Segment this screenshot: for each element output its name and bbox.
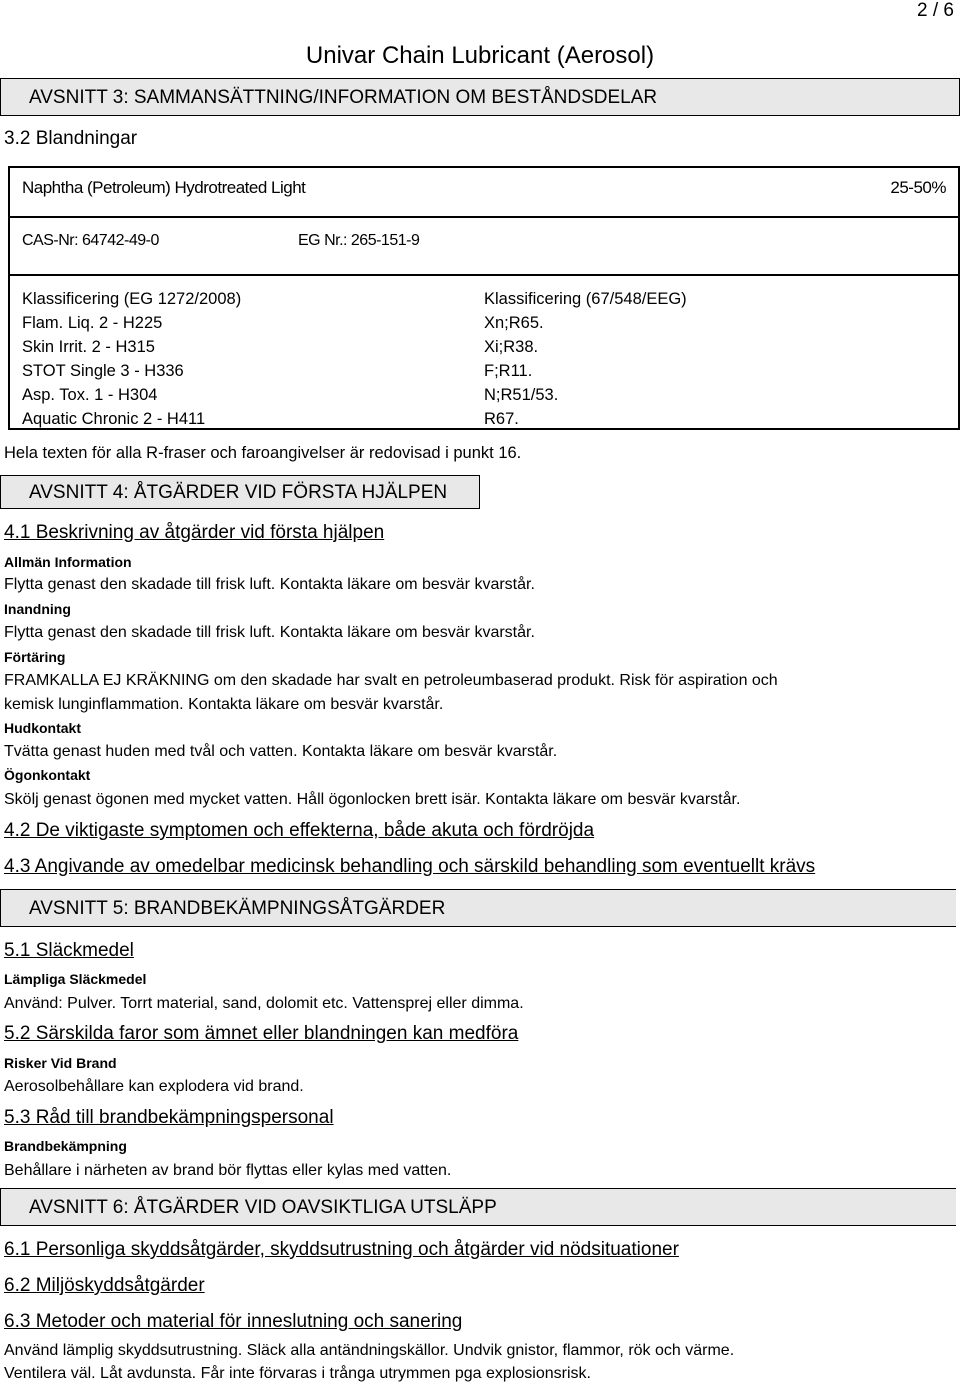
label-firefighting: Brandbekämpning (4, 1138, 127, 1154)
text-inhalation: Flytta genast den skadade till frisk luft. Kontakta läkare om besvär kvarstår. (4, 624, 535, 641)
r-phrases-note: Hela texten för alla R-fraser och faroangivelser är redovisad i punkt 16. (4, 444, 522, 462)
subsection-5-3-title: 5.3 Råd till brandbekämpningspersonal (4, 1107, 334, 1128)
page-number: 2 / 6 (917, 0, 954, 21)
dsd-item: Xn;R65. (484, 314, 544, 332)
subsection-5-1-title: 5.1 Släckmedel (4, 940, 134, 961)
dsd-item: R67. (484, 410, 519, 428)
cas-number: CAS-Nr: 64742-49-0 (22, 232, 159, 249)
dsd-heading: Klassificering (67/548/EEG) (484, 290, 687, 308)
label-eye-contact: Ögonkontakt (4, 767, 91, 783)
label-fire-risks: Risker Vid Brand (4, 1055, 117, 1071)
text-suitable-media: Använd: Pulver. Torrt material, sand, dolomit etc. Vattensprej eller dimma. (4, 995, 524, 1012)
text-eye-contact: Skölj genast ögonen med mycket vatten. Håll ögonlocken brett isär. Kontakta läkare om besvär kvarstår. (4, 791, 741, 808)
label-inhalation: Inandning (4, 601, 71, 617)
component-name: Naphtha (Petroleum) Hydrotreated Light (22, 178, 306, 197)
section-6-header: AVSNITT 6: ÅTGÄRDER VID OAVSIKTLIGA UTSLÄPP (0, 1188, 956, 1226)
label-ingestion: Förtäring (4, 649, 66, 665)
clp-classification (22, 287, 241, 431)
text-containment-2: Ventilera väl. Låt avdunsta. Får inte förvaras i trånga utrymmen pga explosionsrisk. (4, 1365, 591, 1382)
eg-number: EG Nr.: 265-151-9 (298, 232, 420, 249)
subsection-4-2-title: 4.2 De viktigaste symptomen och effekterna, både akuta och fördröjda (4, 820, 595, 841)
text-fire-risks: Aerosolbehållare kan explodera vid brand. (4, 1078, 304, 1095)
label-general-info: Allmän Information (4, 554, 132, 570)
component-percent: 25-50% (890, 178, 946, 197)
dsd-classification (484, 287, 687, 431)
text-ingestion-1: FRAMKALLA EJ KRÄKNING om den skadade har svalt en petroleumbaserad produkt. Risk för aspiration och (4, 672, 778, 689)
dsd-item: F;R11. (484, 362, 533, 380)
clp-item: Flam. Liq. 2 - H225 (22, 314, 163, 332)
clp-item: Aquatic Chronic 2 - H411 (22, 410, 206, 428)
subsection-6-3-title: 6.3 Metoder och material för inneslutning och sanering (4, 1311, 463, 1332)
subsection-4-3-title: 4.3 Angivande av omedelbar medicinsk behandling och särskild behandling som eventuellt krävs (4, 856, 816, 877)
clp-item: Skin Irrit. 2 - H315 (22, 338, 155, 356)
dsd-item: Xi;R38. (484, 338, 539, 356)
dsd-item: N;R51/53. (484, 386, 559, 404)
clp-heading: Klassificering (EG 1272/2008) (22, 290, 242, 308)
text-general-info: Flytta genast den skadade till frisk luft. Kontakta läkare om besvär kvarstår. (4, 576, 535, 593)
section-4-header: AVSNITT 4: ÅTGÄRDER VID FÖRSTA HJÄLPEN (0, 475, 480, 509)
subsection-4-1-title: 4.1 Beskrivning av åtgärder vid första hjälpen (4, 522, 385, 543)
subsection-3-2-title: 3.2 Blandningar (4, 128, 138, 149)
section-3-header: AVSNITT 3: SAMMANSÄTTNING/INFORMATION OM BESTÅNDSDELAR (0, 78, 960, 116)
text-ingestion-2: kemisk lunginflammation. Kontakta läkare om besvär kvarstår. (4, 696, 444, 713)
subsection-6-2-title: 6.2 Miljöskyddsåtgärder (4, 1275, 205, 1296)
text-containment-1: Använd lämplig skyddsutrustning. Släck alla antändningskällor. Undvik gnistor, flammor, rök och värme. (4, 1342, 735, 1359)
subsection-5-2-title: 5.2 Särskilda faror som ämnet eller blandningen kan medföra (4, 1023, 519, 1044)
section-5-header: AVSNITT 5: BRANDBEKÄMPNINGSÅTGÄRDER (0, 889, 956, 927)
label-suitable-media: Lämpliga Släckmedel (4, 971, 147, 987)
subsection-6-1-title: 6.1 Personliga skyddsåtgärder, skyddsutrustning och åtgärder vid nödsituationer (4, 1239, 679, 1260)
label-skin-contact: Hudkontakt (4, 720, 81, 736)
divider (8, 274, 960, 276)
clp-item: STOT Single 3 - H336 (22, 362, 184, 380)
text-firefighting: Behållare i närheten av brand bör flyttas eller kylas med vatten. (4, 1162, 452, 1179)
divider (8, 216, 960, 218)
text-skin-contact: Tvätta genast huden med tvål och vatten. Kontakta läkare om besvär kvarstår. (4, 743, 558, 760)
clp-item: Asp. Tox. 1 - H304 (22, 386, 158, 404)
document-title: Univar Chain Lubricant (Aerosol) (305, 42, 655, 69)
